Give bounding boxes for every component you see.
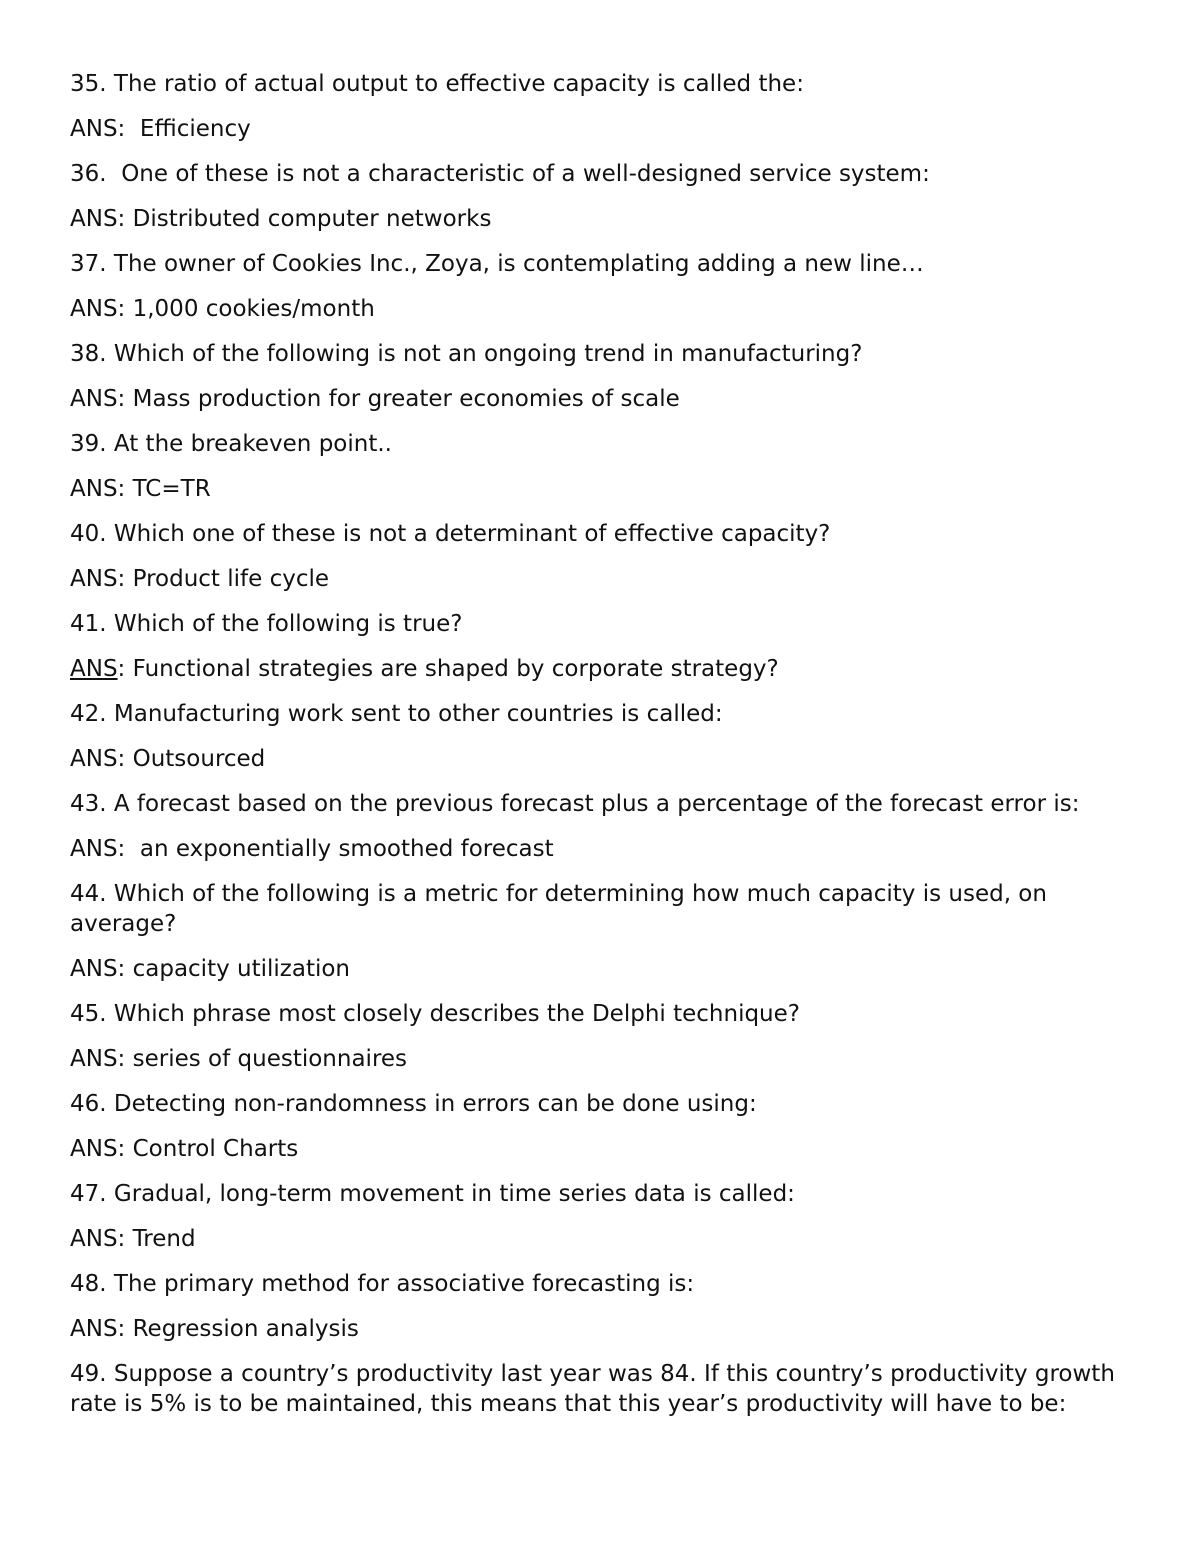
answer-text: Distributed computer networks: [125, 206, 492, 232]
answer-label: ANS:: [70, 116, 126, 142]
answer-text: Outsourced: [125, 746, 266, 772]
answer-label: ANS: [70, 656, 118, 682]
answer-text: : Functional strategies are shaped by corporate strategy?: [117, 656, 779, 682]
answer-48: [70, 1314, 1128, 1344]
answer-label: ANS:: [70, 1316, 126, 1342]
answer-38: [70, 384, 1128, 414]
answer-label: ANS:: [70, 386, 126, 412]
answer-label: ANS:: [70, 566, 126, 592]
answer-39: [70, 474, 1128, 504]
answer-text: Efficiency: [125, 116, 251, 142]
answer-40: [70, 564, 1128, 594]
answer-text: 1,000 cookies/month: [125, 296, 375, 322]
question-39: 39. At the breakeven point..: [70, 431, 392, 457]
answer-label: ANS:: [70, 206, 126, 232]
document-page: [70, 69, 1128, 1434]
question-43: 43. A forecast based on the previous forecast plus a percentage of the forecast error is:: [70, 791, 1080, 817]
answer-45: [70, 1044, 1128, 1074]
answer-label: ANS:: [70, 1226, 126, 1252]
answer-text: Control Charts: [125, 1136, 299, 1162]
answer-text: an exponentially smoothed forecast: [125, 836, 554, 862]
question-46: 46. Detecting non-randomness in errors can be done using:: [70, 1091, 757, 1117]
question-35: 35. The ratio of actual output to effective capacity is called the:: [70, 71, 804, 97]
question-37: 37. The owner of Cookies Inc., Zoya, is contemplating adding a new line…: [70, 251, 924, 277]
answer-text: TC=TR: [125, 476, 211, 502]
question-48: 48. The primary method for associative forecasting is:: [70, 1271, 695, 1297]
answer-46: [70, 1134, 1128, 1164]
answer-label: ANS:: [70, 476, 126, 502]
question-40: 40. Which one of these is not a determinant of effective capacity?: [70, 521, 831, 547]
question-44: 44. Which of the following is a metric for determining how much capacity is used, on average?: [70, 881, 1055, 937]
answer-text: Regression analysis: [125, 1316, 359, 1342]
answer-43: [70, 834, 1128, 864]
answer-label: ANS:: [70, 956, 126, 982]
answer-47: [70, 1224, 1128, 1254]
answer-label: ANS:: [70, 746, 126, 772]
question-45: 45. Which phrase most closely describes the Delphi technique?: [70, 1001, 800, 1027]
question-38: 38. Which of the following is not an ongoing trend in manufacturing?: [70, 341, 863, 367]
question-36: 36. One of these is not a characteristic of a well-designed service system:: [70, 161, 930, 187]
answer-text: Product life cycle: [125, 566, 330, 592]
question-47: 47. Gradual, long-term movement in time series data is called:: [70, 1181, 795, 1207]
answer-44: [70, 954, 1128, 984]
answer-37: [70, 294, 1128, 324]
answer-label: ANS:: [70, 1046, 126, 1072]
answer-35: [70, 114, 1128, 144]
answer-36: [70, 204, 1128, 234]
answer-text: Mass production for greater economies of scale: [125, 386, 680, 412]
answer-label: ANS:: [70, 1136, 126, 1162]
question-49: 49. Suppose a country’s productivity last year was 84. If this country’s productivity growth rate is 5% is to be maintained, this means that this year’s productivity will have to be:: [70, 1361, 1123, 1417]
answer-41: [70, 654, 1128, 684]
answer-label: ANS:: [70, 836, 126, 862]
answer-label: ANS:: [70, 296, 126, 322]
question-41: 41. Which of the following is true?: [70, 611, 463, 637]
question-42: 42. Manufacturing work sent to other countries is called:: [70, 701, 723, 727]
answer-text: Trend: [125, 1226, 196, 1252]
answer-text: capacity utilization: [125, 956, 351, 982]
answer-text: series of questionnaires: [125, 1046, 408, 1072]
answer-42: [70, 744, 1128, 774]
